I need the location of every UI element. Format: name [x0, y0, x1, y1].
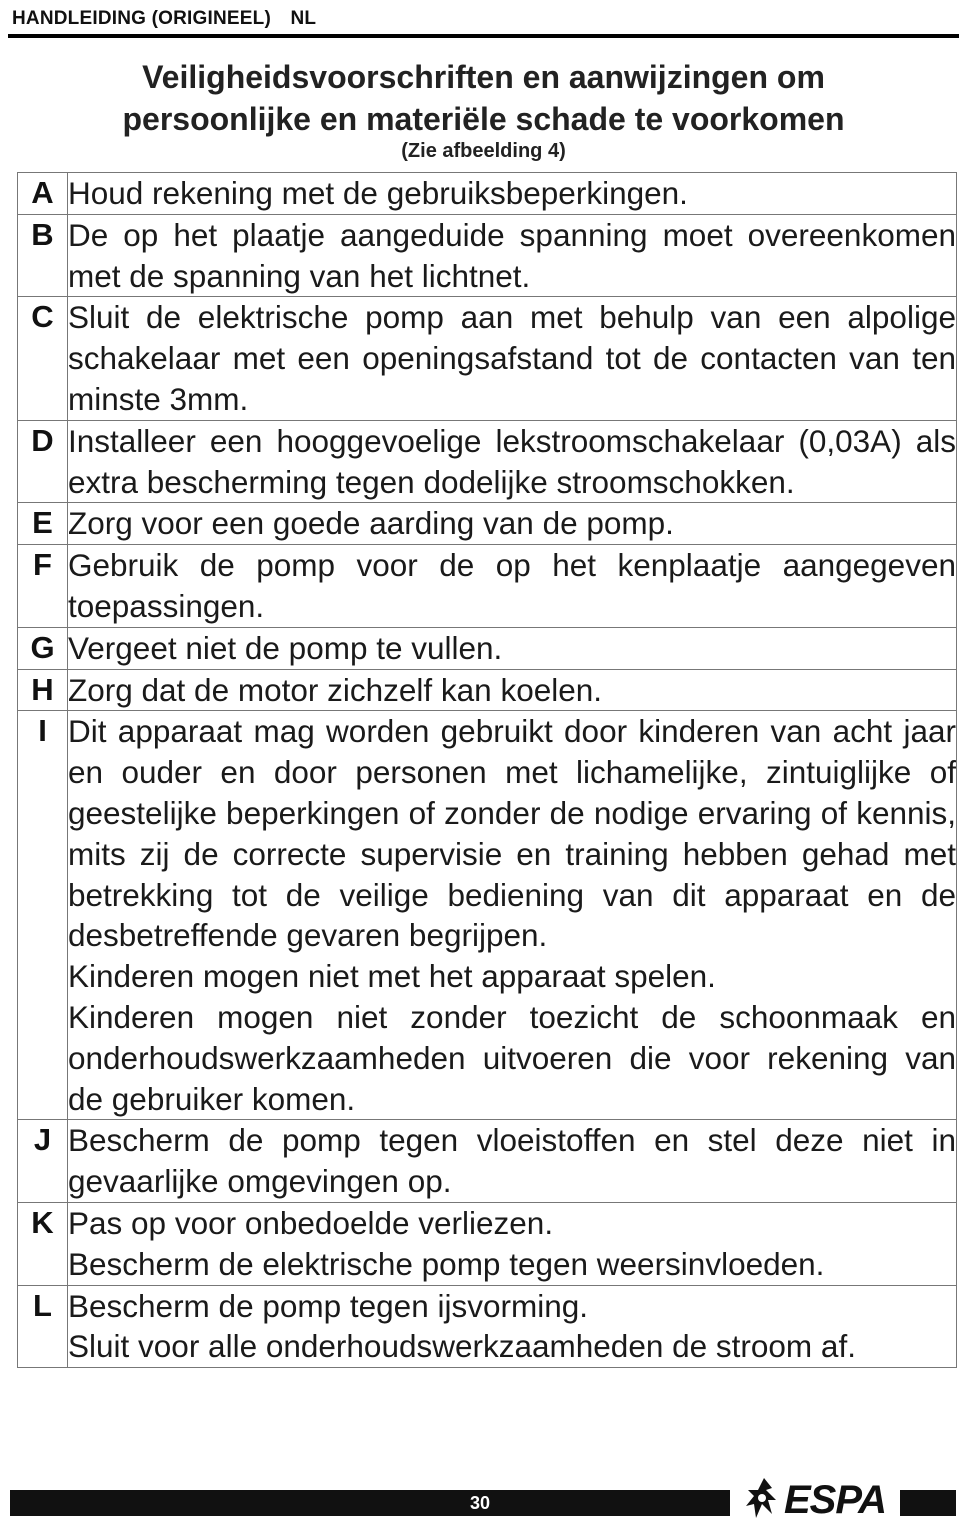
rule-row-g — [18, 627, 957, 669]
rule-letter: F — [18, 545, 68, 628]
rule-text — [68, 297, 957, 420]
rule-letter: B — [18, 214, 68, 297]
rule-row-a — [18, 173, 957, 215]
rule-paragraph: Sluit de elektrische pomp aan met behulp van een alpolige schakelaar met een openingsafstand tot de contacten van ten minste 3mm. — [68, 299, 956, 417]
safety-rules-table — [17, 172, 957, 1368]
espa-logo — [742, 1472, 892, 1532]
header-rule — [8, 34, 959, 38]
rule-letter: I — [18, 711, 68, 1120]
rule-text — [68, 1202, 957, 1285]
rule-letter: E — [18, 503, 68, 545]
rule-row-l — [18, 1285, 957, 1368]
rule-letter: G — [18, 627, 68, 669]
rule-row-j — [18, 1120, 957, 1203]
rule-text — [68, 503, 957, 545]
rule-row-i — [18, 711, 957, 1120]
rule-letter: C — [18, 297, 68, 420]
rule-row-c — [18, 297, 957, 420]
page-title-line-2: persoonlijke en materiële schade te voorkomen — [122, 101, 845, 137]
rule-paragraph: Zorg voor een goede aarding van de pomp. — [68, 505, 674, 542]
page-number: 30 — [469, 1493, 491, 1513]
rule-letter: D — [18, 420, 68, 503]
rule-row-b — [18, 214, 957, 297]
rule-text — [68, 214, 957, 297]
espa-logo-text: ESPA — [784, 1478, 886, 1522]
rule-text — [68, 545, 957, 628]
rule-paragraph: Bescherm de pomp tegen vloeistoffen en stel deze niet in gevaarlijke omgevingen op. — [68, 1122, 956, 1200]
rule-paragraph: Vergeet niet de pomp te vullen. — [68, 629, 503, 666]
rule-paragraph: Pas op voor onbedoelde verliezen. — [68, 1204, 554, 1241]
rule-text — [68, 173, 957, 215]
rule-text — [68, 1120, 957, 1203]
footer-bar-right — [900, 1490, 956, 1516]
page-title — [0, 56, 967, 140]
rule-paragraph: Dit apparaat mag worden gebruikt door kinderen van acht jaar en ouder en door personen met lichamelijke, zintuiglijke of geestelijke beperkingen of zonder de nodige ervaring of kennis, mits zij de correcte supervisie en training hebben gehad met betrekking tot de veilige bediening van dit apparaat en de desbetreffende gevaren begrijpen. — [68, 713, 956, 954]
rule-row-h — [18, 669, 957, 711]
rule-row-k — [18, 1202, 957, 1285]
rule-row-d — [18, 420, 957, 503]
rule-letter: A — [18, 173, 68, 215]
manual-title: HANDLEIDING (ORIGINEEL) — [12, 8, 271, 29]
rule-paragraph: Installeer een hooggevoelige lekstroomschakelaar (0,03A) als extra bescherming tegen dodelijke stroomschokken. — [68, 422, 956, 500]
rule-paragraph: Zorg dat de motor zichzelf kan koelen. — [68, 671, 603, 708]
rule-row-e — [18, 503, 957, 545]
rule-text — [68, 420, 957, 503]
rule-paragraph: De op het plaatje aangeduide spanning moet overeenkomen met de spanning van het lichtnet. — [68, 216, 956, 294]
language-code: NL — [290, 8, 317, 29]
figure-reference: (Zie afbeelding 4) — [401, 140, 566, 162]
rule-row-f — [18, 545, 957, 628]
espa-logo-icon — [742, 1474, 786, 1528]
document-header — [12, 8, 316, 30]
footer-bar — [10, 1490, 730, 1516]
rule-paragraph: Gebruik de pomp voor de op het kenplaatje aangegeven toepassingen. — [68, 547, 956, 624]
rule-letter: K — [18, 1202, 68, 1285]
rule-letter: H — [18, 669, 68, 711]
rule-paragraph: Houd rekening met de gebruiksbeperkingen. — [68, 175, 688, 211]
rule-paragraph: Sluit voor alle onderhoudswerkzaamheden de stroom af. — [68, 1328, 856, 1365]
rule-text — [68, 711, 957, 1120]
rule-paragraph: Kinderen mogen niet met het apparaat spelen. — [68, 958, 716, 995]
rule-paragraph: Bescherm de pomp tegen ijsvorming. — [68, 1287, 588, 1324]
rule-letter: L — [18, 1285, 68, 1368]
rule-paragraph: Bescherm de elektrische pomp tegen weersinvloeden. — [68, 1245, 825, 1282]
rule-text — [68, 1285, 957, 1368]
rule-text — [68, 669, 957, 711]
rule-letter: J — [18, 1120, 68, 1203]
page-title-line-1: Veiligheidsvoorschriften en aanwijzingen om — [142, 59, 825, 95]
rule-text — [68, 627, 957, 669]
rule-paragraph: Kinderen mogen niet zonder toezicht de schoonmaak en onderhoudswerkzaamheden uitvoeren die voor rekening van de gebruiker komen. — [68, 998, 956, 1117]
